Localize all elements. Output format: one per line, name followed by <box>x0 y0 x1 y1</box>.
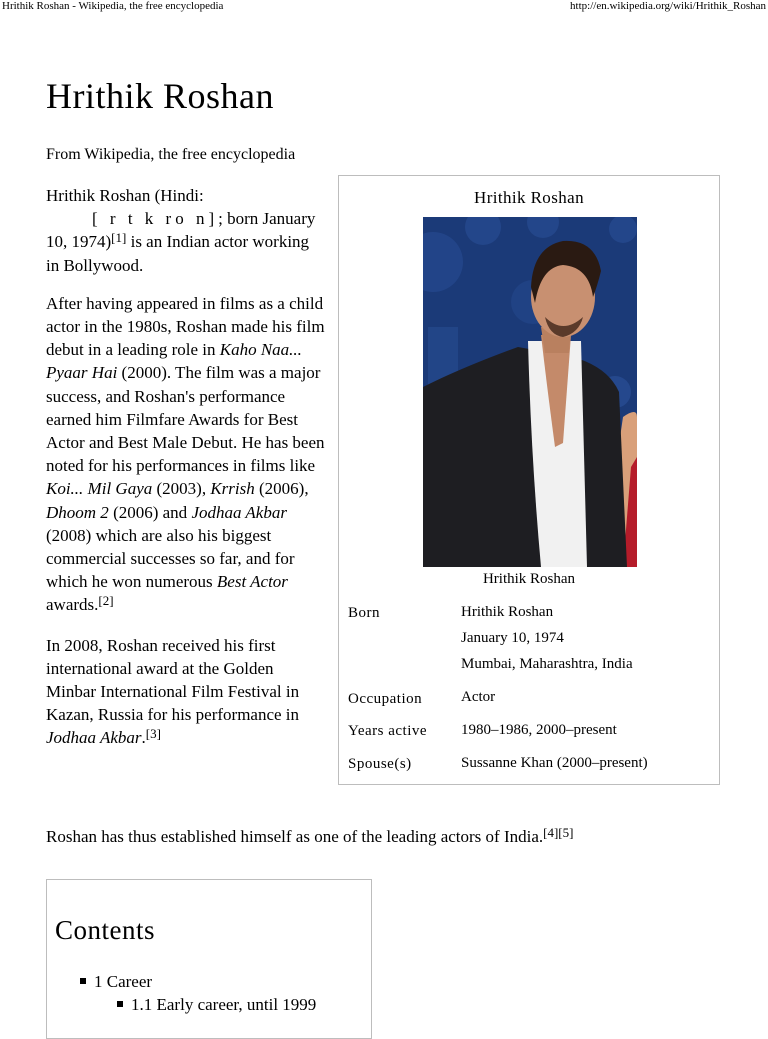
page-title: Hrithik Roshan <box>46 76 274 116</box>
bullet-icon <box>80 978 86 984</box>
pronunciation: [ r t k ro n] <box>92 209 219 229</box>
table-of-contents <box>46 879 372 1039</box>
award-link[interactable]: Best Actor <box>216 572 288 592</box>
film-link[interactable]: Krrish <box>210 479 255 499</box>
reference-1[interactable]: [1] <box>111 230 127 246</box>
award-paragraph-continued: Roshan has thus established himself as one of the leading actors of India.[4][5] <box>46 825 574 846</box>
born-date[interactable]: January 10, 1974 <box>461 630 564 646</box>
spouse-label: Spouse(s) <box>348 756 412 772</box>
film-link[interactable]: Jodhaa Akbar <box>46 728 142 748</box>
infobox <box>338 175 720 785</box>
print-header <box>0 0 768 14</box>
award-paragraph: In 2008, Roshan received his first international award at the Golden Minbar International Film Festival in Kazan, Russia for his performance in Jodhaa Akbar.[3] <box>46 635 300 748</box>
infobox-title: Hrithik Roshan <box>474 188 584 207</box>
intro-paragraph: Hrithik Roshan (Hindi: [ r t k ro n]; born January 10, 1974)[1] is an Indian actor working in Bollywood. <box>46 186 316 275</box>
occupation-value[interactable]: Actor <box>461 689 496 705</box>
toc-subitem[interactable]: 1.1 Early career, until 1999 <box>117 994 316 1016</box>
contents-title: Contents <box>55 915 156 945</box>
infobox-photo[interactable] <box>423 217 637 567</box>
infobox-caption: Hrithik Roshan <box>482 571 576 587</box>
film-link[interactable]: Jodhaa Akbar <box>191 502 287 522</box>
tagline: From Wikipedia, the free encyclopedia <box>46 146 296 163</box>
occupation-label: Occupation <box>348 691 423 707</box>
article-body <box>46 184 326 765</box>
print-header-url: http://en.wikipedia.org/wiki/Hrithik_Roshan <box>570 0 766 12</box>
toc-item[interactable]: 1 Career <box>80 971 152 993</box>
years-active-value: 1980–1986, 2000–present <box>461 722 617 738</box>
bullet-icon <box>117 1001 123 1007</box>
spouse-value[interactable]: Sussanne Khan (2000–present) <box>461 755 648 771</box>
reference-3[interactable]: [3] <box>145 726 161 742</box>
born-name: Hrithik Roshan <box>461 604 554 620</box>
reference-4-5[interactable]: [4][5] <box>543 825 574 840</box>
years-active-label: Years active <box>348 723 428 739</box>
born-label: Born <box>348 605 380 621</box>
film-link[interactable]: Kaho Naa... Pyaar Hai <box>46 340 302 383</box>
film-link[interactable]: Dhoom 2 <box>46 502 109 522</box>
film-link[interactable]: Koi... Mil Gaya <box>46 479 153 499</box>
reference-2[interactable]: [2] <box>98 593 114 609</box>
career-paragraph: After having appeared in films as a child actor in the 1980s, Roshan made his film debut in a leading role in Kaho Naa... Pyaar Hai (2000). The film was a major success, and Roshan's performance earned him Filmfare Awards for Best Actor and Best Male Debut. He has been noted for his performances in films like Koi... Mil Gaya (2003), Krrish (2006), Dhoom 2 (2006) and Jodhaa Akbar (2008) which are also his biggest commercial successes so far, and for which he won numerous Best Actor awards.[2] <box>46 293 325 615</box>
born-place[interactable]: Mumbai, Maharashtra, India <box>461 656 633 672</box>
print-header-title: Hrithik Roshan - Wikipedia, the free encyclopedia <box>2 0 224 12</box>
